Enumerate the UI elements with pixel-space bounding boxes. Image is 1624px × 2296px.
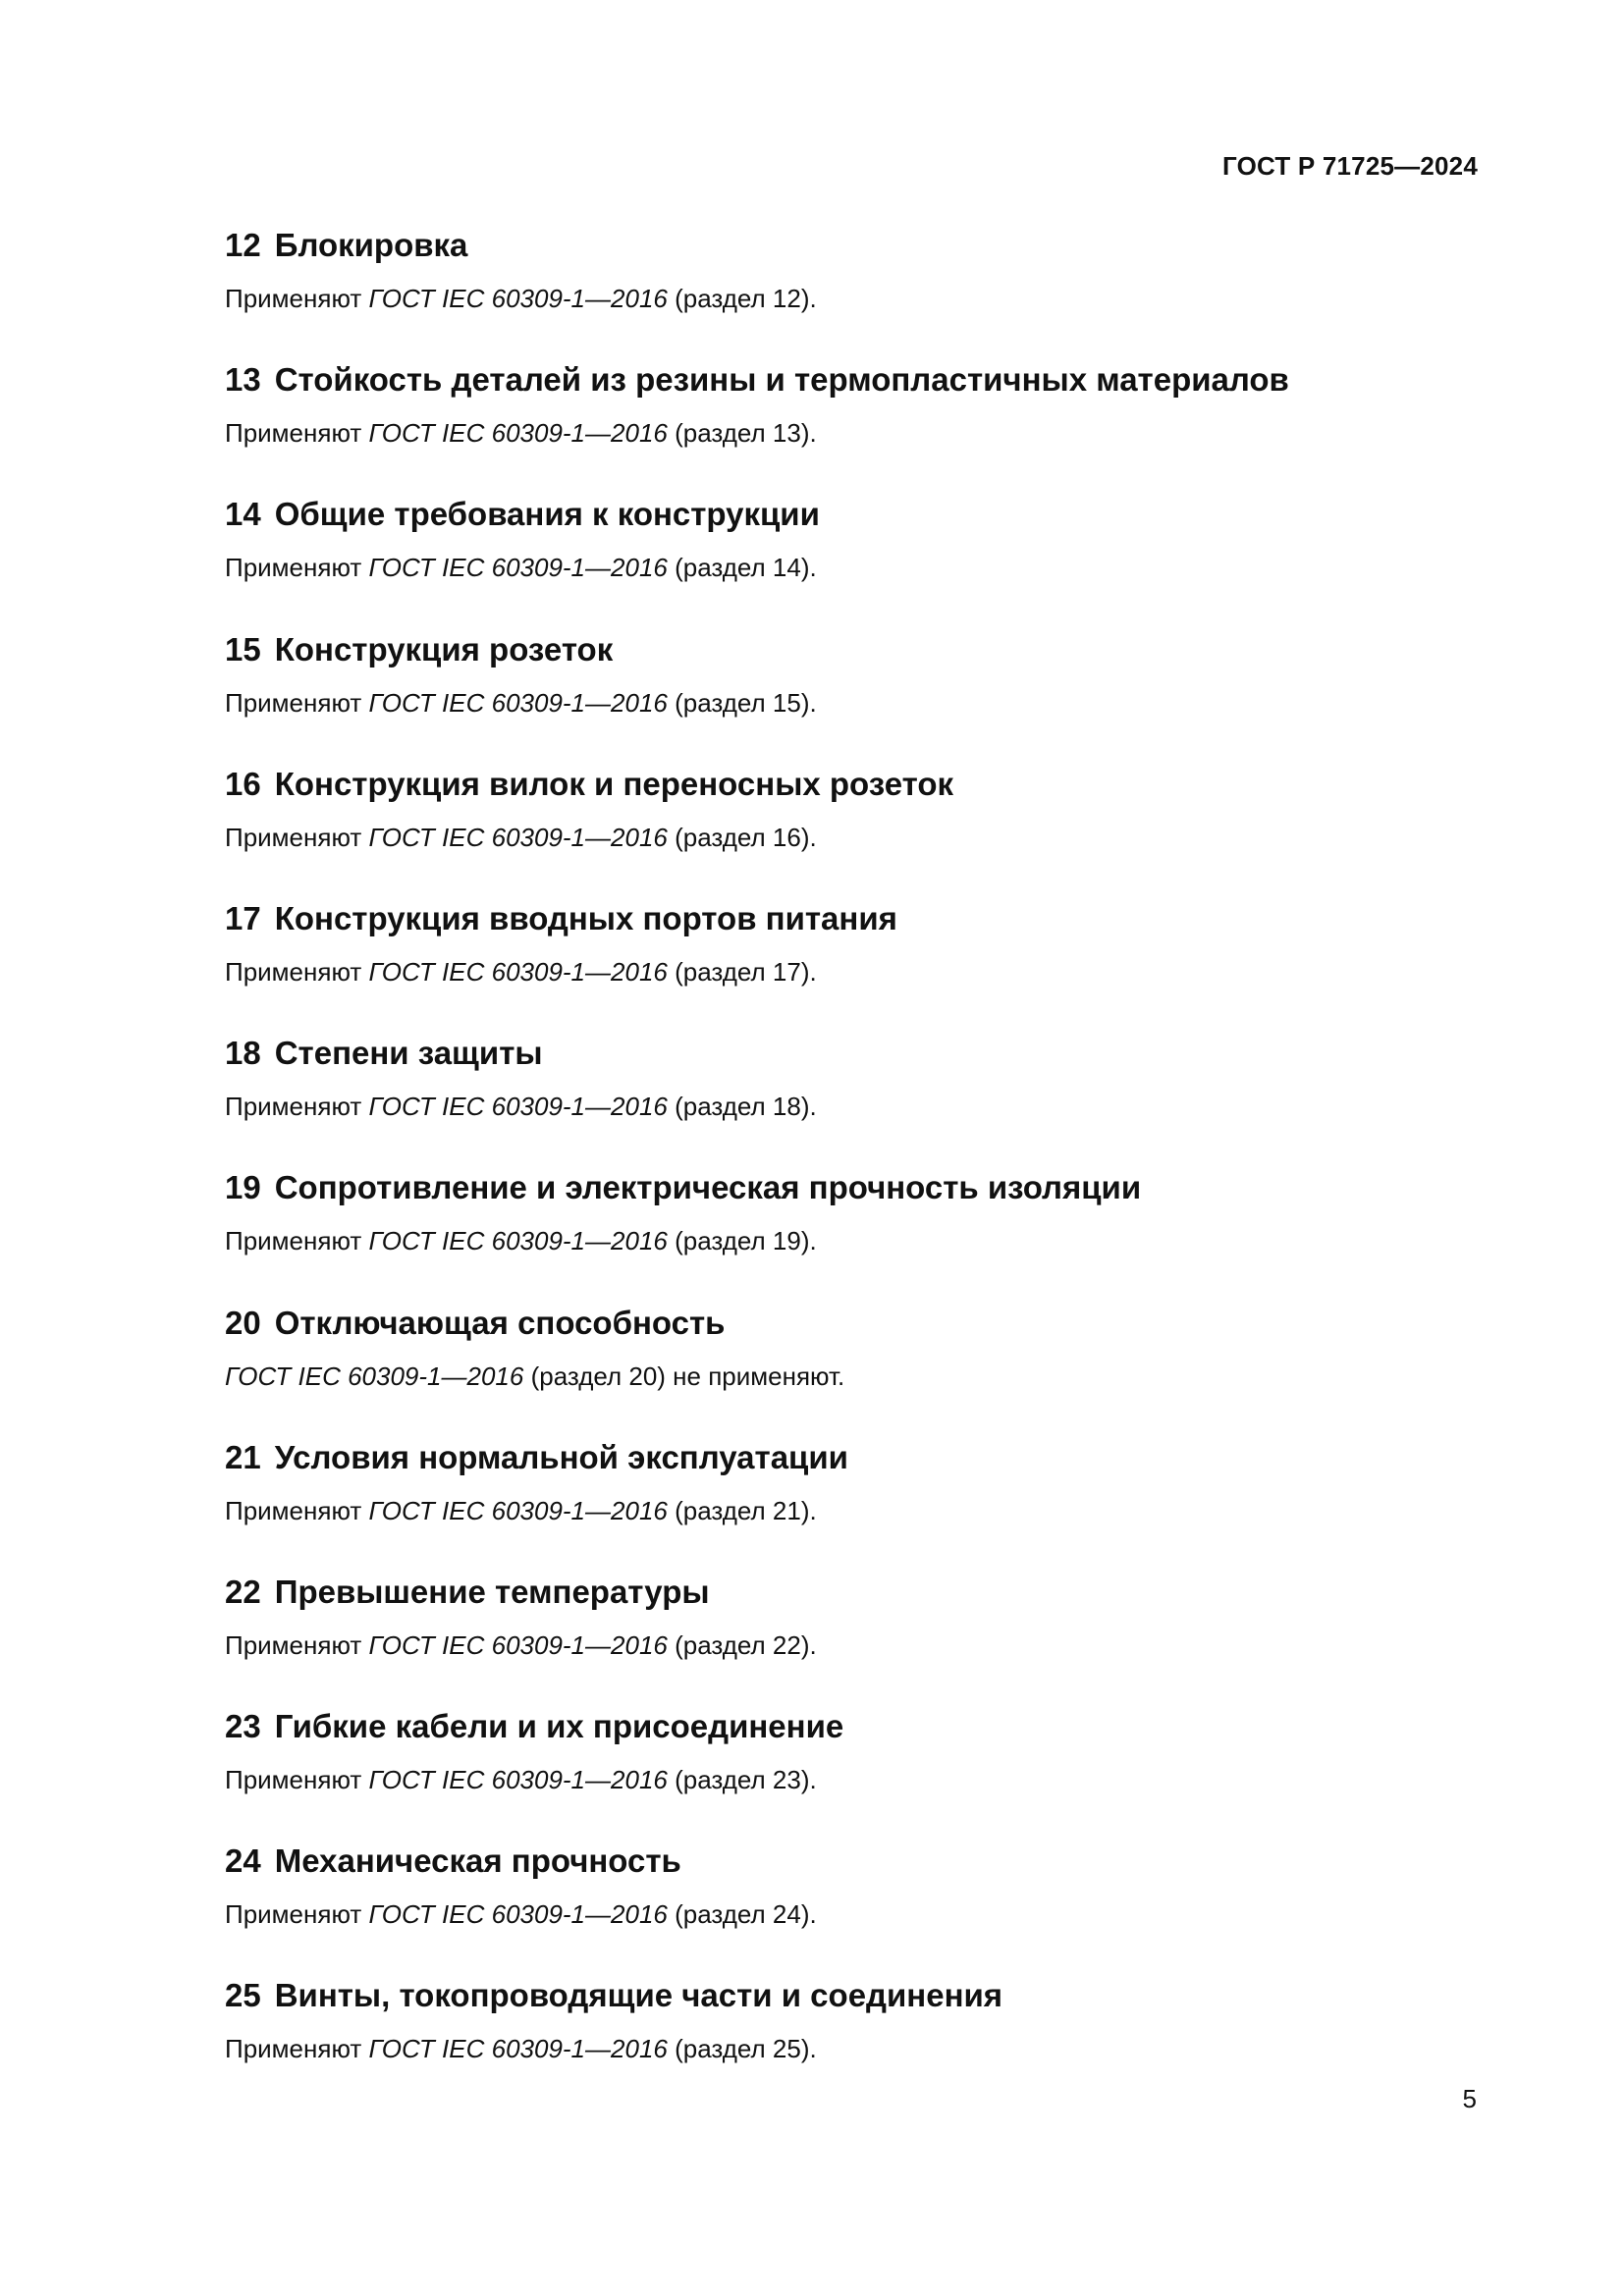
- section-title: Конструкция розеток: [274, 630, 614, 667]
- text-prefix: Применяют: [225, 1899, 369, 1930]
- section-number: 16: [225, 765, 261, 802]
- section-number: 15: [225, 630, 261, 667]
- section-number: 21: [225, 1438, 261, 1475]
- section-heading: [225, 1032, 1482, 1075]
- standard-reference: ГОСТ IEC 60309-1—2016: [368, 1899, 668, 1930]
- section-title: Отключающая способность: [274, 1304, 726, 1341]
- text-suffix: (раздел 24).: [667, 1899, 817, 1930]
- section-title: Условия нормальной эксплуатации: [274, 1438, 848, 1475]
- section-text: [225, 550, 1482, 585]
- section-text: [225, 685, 1482, 721]
- text-prefix: Применяют: [225, 1092, 369, 1122]
- section-title: Общие требования к конструкции: [274, 496, 820, 533]
- section-text: [225, 954, 1482, 989]
- section-25: [225, 1974, 1482, 2109]
- section-23: [225, 1705, 1482, 1840]
- standard-reference: ГОСТ IEC 60309-1—2016: [368, 1092, 668, 1122]
- section-heading: [225, 224, 1482, 267]
- text-prefix: Применяют: [225, 1226, 369, 1256]
- section-24: [225, 1840, 1482, 1974]
- section-title: Стойкость деталей из резины и термопластичных материалов: [274, 361, 1289, 399]
- section-15: [225, 628, 1482, 763]
- text-suffix: (раздел 21).: [667, 1495, 817, 1525]
- section-heading: [225, 1974, 1482, 2017]
- standard-reference: ГОСТ IEC 60309-1—2016: [368, 418, 668, 449]
- section-heading: [225, 628, 1482, 671]
- section-22: [225, 1571, 1482, 1705]
- section-13: [225, 358, 1482, 493]
- text-suffix: (раздел 17).: [667, 956, 817, 987]
- standard-reference: ГОСТ IEC 60309-1—2016: [368, 2034, 668, 2064]
- text-prefix: Применяют: [225, 1629, 369, 1660]
- text-suffix: (раздел 22).: [667, 1629, 817, 1660]
- section-text: [225, 820, 1482, 855]
- section-title: Конструкция вводных портов питания: [274, 899, 897, 936]
- section-text: [225, 415, 1482, 451]
- section-text: [225, 281, 1482, 316]
- section-text: [225, 1628, 1482, 1663]
- section-text: [225, 1089, 1482, 1124]
- document-code: ГОСТ Р 71725—2024: [1222, 151, 1478, 181]
- section-heading: [225, 358, 1482, 401]
- text-prefix: Применяют: [225, 2034, 369, 2064]
- text-prefix: Применяют: [225, 956, 369, 987]
- text-prefix: Применяют: [225, 1495, 369, 1525]
- text-suffix: (раздел 18).: [667, 1092, 817, 1122]
- section-20: [225, 1302, 1482, 1436]
- section-heading: [225, 1840, 1482, 1883]
- standard-reference: ГОСТ IEC 60309-1—2016: [368, 553, 668, 583]
- text-suffix: (раздел 16).: [667, 822, 817, 852]
- text-prefix: Применяют: [225, 553, 369, 583]
- section-number: 23: [225, 1708, 261, 1745]
- section-number: 13: [225, 361, 261, 399]
- standard-reference: ГОСТ IEC 60309-1—2016: [368, 687, 668, 718]
- section-21: [225, 1436, 1482, 1571]
- standard-reference: ГОСТ IEC 60309-1—2016: [368, 1226, 668, 1256]
- section-number: 19: [225, 1169, 261, 1206]
- section-19: [225, 1166, 1482, 1301]
- section-heading: [225, 1166, 1482, 1209]
- text-suffix: (раздел 15).: [667, 687, 817, 718]
- section-number: 17: [225, 899, 261, 936]
- text-suffix: (раздел 19).: [667, 1226, 817, 1256]
- section-heading: [225, 763, 1482, 806]
- section-heading: [225, 1571, 1482, 1614]
- section-14: [225, 493, 1482, 627]
- section-title: Сопротивление и электрическая прочность изоляции: [274, 1169, 1142, 1206]
- section-number: 25: [225, 1977, 261, 2014]
- text-prefix: Применяют: [225, 1765, 369, 1795]
- section-12: [225, 224, 1482, 358]
- text-suffix: (раздел 14).: [667, 553, 817, 583]
- section-number: 20: [225, 1304, 261, 1341]
- section-16: [225, 763, 1482, 897]
- section-number: 24: [225, 1842, 261, 1880]
- section-heading: [225, 1436, 1482, 1479]
- section-heading: [225, 1705, 1482, 1748]
- document-body: [225, 224, 1482, 2109]
- standard-reference: ГОСТ IEC 60309-1—2016: [368, 1629, 668, 1660]
- standard-reference: ГОСТ IEC 60309-1—2016: [368, 284, 668, 313]
- section-number: 22: [225, 1573, 261, 1610]
- section-title: Блокировка: [274, 227, 468, 263]
- section-number: 14: [225, 496, 261, 533]
- section-text: [225, 2031, 1482, 2066]
- text-suffix: (раздел 23).: [667, 1765, 817, 1795]
- standard-reference: ГОСТ IEC 60309-1—2016: [225, 1361, 524, 1391]
- section-title: Механическая прочность: [274, 1842, 681, 1880]
- section-17: [225, 897, 1482, 1032]
- text-prefix: Применяют: [225, 284, 369, 313]
- section-text: [225, 1359, 1482, 1394]
- page-number: 5: [1462, 2084, 1477, 2113]
- section-text: [225, 1762, 1482, 1797]
- text-suffix: (раздел 25).: [667, 2034, 817, 2064]
- text-suffix: (раздел 13).: [667, 418, 817, 449]
- section-text: [225, 1896, 1482, 1932]
- section-heading: [225, 1302, 1482, 1345]
- standard-reference: ГОСТ IEC 60309-1—2016: [368, 1495, 668, 1525]
- section-number: 18: [225, 1035, 261, 1072]
- section-title: Конструкция вилок и переносных розеток: [274, 765, 954, 802]
- text-suffix: (раздел 20) не применяют.: [523, 1361, 845, 1391]
- text-prefix: Применяют: [225, 822, 369, 852]
- section-number: 12: [225, 227, 261, 263]
- text-prefix: Применяют: [225, 418, 369, 449]
- text-suffix: (раздел 12).: [667, 284, 817, 313]
- standard-reference: ГОСТ IEC 60309-1—2016: [368, 1765, 668, 1795]
- section-title: Винты, токопроводящие части и соединения: [274, 1977, 1003, 2014]
- section-text: [225, 1493, 1482, 1528]
- standard-reference: ГОСТ IEC 60309-1—2016: [368, 956, 668, 987]
- text-prefix: Применяют: [225, 687, 369, 718]
- section-text: [225, 1223, 1482, 1258]
- section-heading: [225, 493, 1482, 536]
- section-title: Превышение температуры: [274, 1573, 710, 1610]
- section-title: Гибкие кабели и их присоединение: [274, 1708, 844, 1745]
- section-title: Степени защиты: [274, 1035, 543, 1072]
- standard-reference: ГОСТ IEC 60309-1—2016: [368, 822, 668, 852]
- section-18: [225, 1032, 1482, 1166]
- section-heading: [225, 897, 1482, 940]
